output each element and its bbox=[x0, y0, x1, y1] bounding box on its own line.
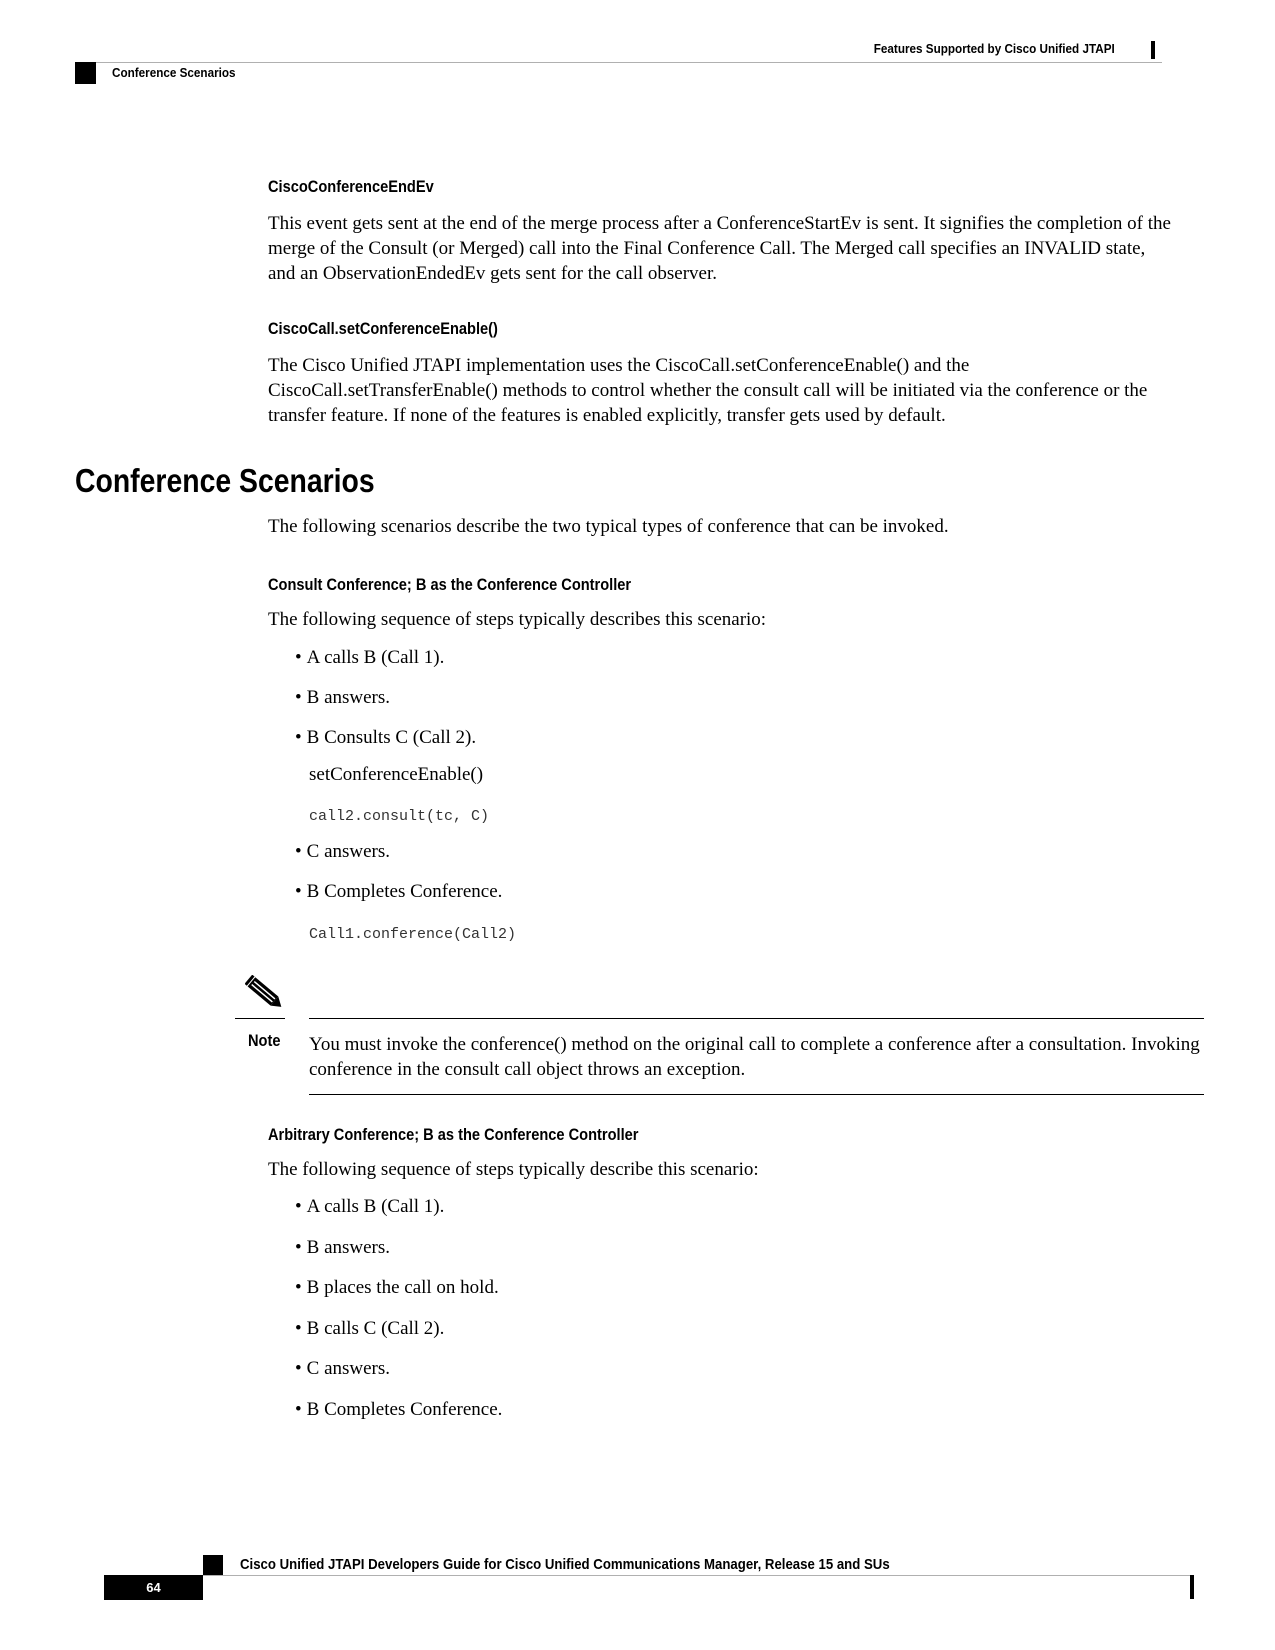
note-label: Note bbox=[248, 1031, 281, 1050]
arbitrary-intro: The following sequence of steps typically describe this scenario: bbox=[268, 1159, 759, 1180]
arbitrary-heading: Arbitrary Conference; B as the Conference Controller bbox=[268, 1125, 639, 1144]
note-rule-top bbox=[309, 1018, 1204, 1019]
end-ev-heading: CiscoConferenceEndEv bbox=[268, 177, 434, 196]
footer-bar bbox=[1190, 1575, 1194, 1599]
sub-text: setConferenceEnable() bbox=[309, 764, 484, 785]
header-block bbox=[75, 62, 96, 84]
footer-rule bbox=[203, 1575, 1193, 1576]
consult-heading: Consult Conference; B as the Conference Controller bbox=[268, 575, 632, 594]
note-rule-short bbox=[235, 1018, 285, 1019]
pencil-icon bbox=[245, 975, 287, 1013]
page-title: Conference Scenarios bbox=[75, 462, 375, 499]
list-item: • B answers. bbox=[295, 687, 391, 708]
end-ev-text: This event gets sent at the end of the merge process after a ConferenceStartEv is sent. It signifies the completion of the merge of the Consult (or Merged) call into the Final Conference Call. The Merged call specifies an INVALID state, and an ObservationEndedEv gets sent for the call observer. bbox=[268, 213, 1171, 284]
header-rule bbox=[75, 62, 1162, 63]
code-line: Call1.conference(Call2) bbox=[309, 926, 517, 943]
note-rule-bottom bbox=[309, 1094, 1204, 1095]
list-item: • B places the call on hold. bbox=[295, 1277, 499, 1298]
book-title: Cisco Unified JTAPI Developers Guide for Cisco Unified Communications Manager, Release 15 and SUs bbox=[240, 1556, 890, 1573]
code-line: call2.consult(tc, C) bbox=[309, 808, 490, 825]
list-item: • A calls B (Call 1). bbox=[295, 647, 445, 668]
footer-block bbox=[203, 1555, 223, 1575]
list-item: • B answers. bbox=[295, 1237, 391, 1258]
list-item: • B Completes Conference. bbox=[295, 881, 503, 902]
list-item: • A calls B (Call 1). bbox=[295, 1196, 445, 1217]
list-item: • B Completes Conference. bbox=[295, 1399, 503, 1420]
set-enable-text: The Cisco Unified JTAPI implementation uses the CiscoCall.setConferenceEnable() and the CiscoCall.setTransferEnable() methods to control whether the consult call will be initiated via the conference or the transfer feature. If none of the features is enabled explicitly, transfer gets used by default. bbox=[268, 355, 1148, 426]
list-item: • C answers. bbox=[295, 1358, 391, 1379]
chapter-title: Features Supported by Cisco Unified JTAPI bbox=[874, 41, 1115, 56]
consult-intro: The following sequence of steps typically describes this scenario: bbox=[268, 609, 767, 630]
main-intro: The following scenarios describe the two typical types of conference that can be invoked. bbox=[268, 516, 949, 537]
list-item: • C answers. bbox=[295, 841, 391, 862]
note-text: You must invoke the conference() method on the original call to complete a conference after a consultation. Invoking conference in the consult call object throws an exception. bbox=[309, 1034, 1200, 1080]
section-title: Conference Scenarios bbox=[112, 65, 236, 80]
list-item: • B Consults C (Call 2). bbox=[295, 727, 477, 748]
header-bar bbox=[1151, 41, 1155, 59]
set-enable-heading: CiscoCall.setConferenceEnable() bbox=[268, 319, 498, 338]
list-item: • B calls C (Call 2). bbox=[295, 1318, 445, 1339]
page-number: 64 bbox=[146, 1580, 161, 1595]
